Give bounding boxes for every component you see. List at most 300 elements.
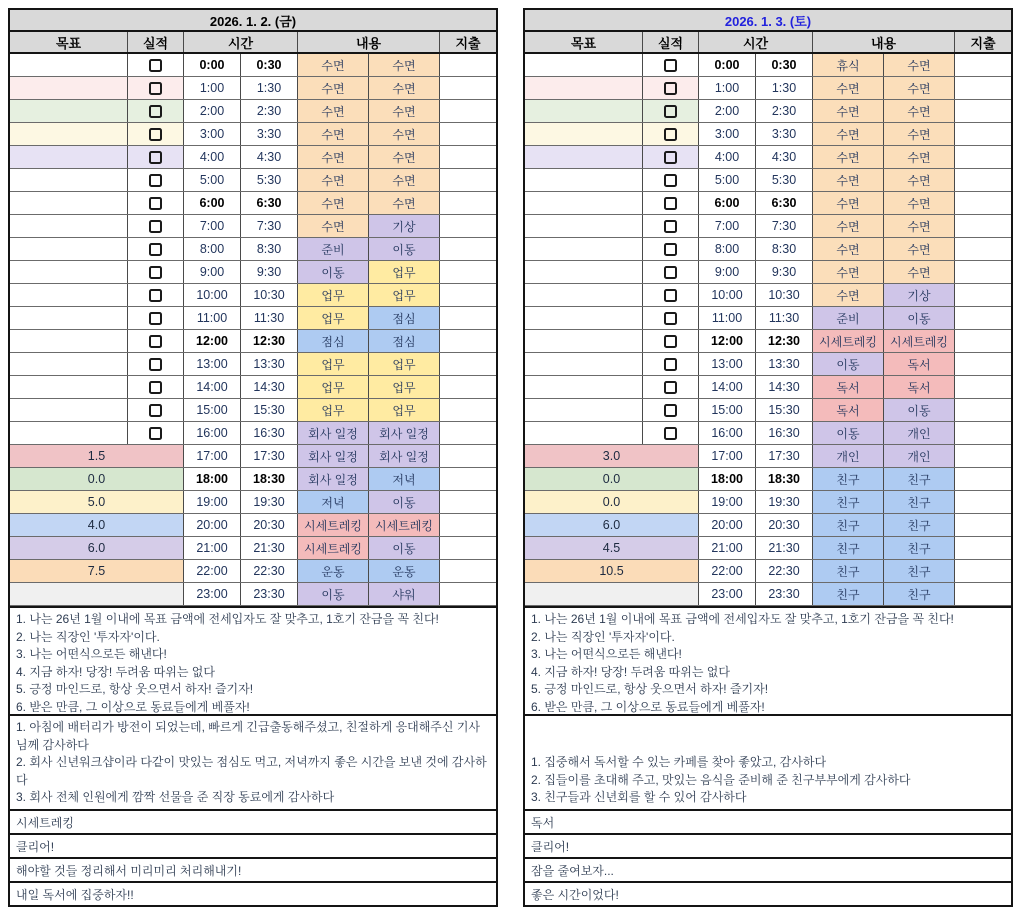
content-cell-second-half[interactable]: 업무 <box>369 261 440 283</box>
time-start-cell[interactable]: 16:00 <box>699 422 756 444</box>
expense-cell[interactable] <box>440 169 496 191</box>
time-start-cell[interactable]: 19:00 <box>699 491 756 513</box>
expense-cell[interactable] <box>955 330 1011 352</box>
goal-cell[interactable] <box>525 330 643 352</box>
time-start-cell[interactable]: 13:00 <box>184 353 241 375</box>
content-cell-first-half[interactable]: 수면 <box>813 169 884 191</box>
actual-cell[interactable] <box>128 261 184 283</box>
content-cell-first-half[interactable]: 수면 <box>298 215 369 237</box>
content-cell-first-half[interactable]: 독서 <box>813 399 884 421</box>
expense-cell[interactable] <box>440 330 496 352</box>
time-end-cell[interactable]: 7:30 <box>241 215 298 237</box>
time-end-cell[interactable]: 18:30 <box>241 468 298 490</box>
content-cell-second-half[interactable]: 샤워 <box>369 583 440 605</box>
time-end-cell[interactable]: 6:30 <box>756 192 813 214</box>
content-cell-first-half[interactable]: 업무 <box>298 353 369 375</box>
actual-cell[interactable] <box>128 376 184 398</box>
time-start-cell[interactable]: 22:00 <box>184 560 241 582</box>
content-cell-second-half[interactable]: 이동 <box>884 399 955 421</box>
actual-cell[interactable] <box>643 238 699 260</box>
checkbox[interactable] <box>664 289 677 302</box>
goal-cell[interactable] <box>525 100 643 122</box>
summary-row-reflection[interactable]: 잠을 줄여보자... <box>525 857 1011 881</box>
checkbox[interactable] <box>149 128 162 141</box>
goal-cell[interactable]: 0.0 <box>525 491 699 513</box>
time-start-cell[interactable]: 5:00 <box>184 169 241 191</box>
goal-cell[interactable] <box>10 146 128 168</box>
content-cell-second-half[interactable]: 이동 <box>369 238 440 260</box>
time-end-cell[interactable]: 21:30 <box>241 537 298 559</box>
time-start-cell[interactable]: 1:00 <box>699 77 756 99</box>
expense-cell[interactable] <box>440 215 496 237</box>
time-start-cell[interactable]: 22:00 <box>699 560 756 582</box>
content-cell-second-half[interactable]: 수면 <box>884 215 955 237</box>
goal-cell[interactable] <box>10 54 128 76</box>
checkbox[interactable] <box>664 128 677 141</box>
actual-cell[interactable] <box>128 77 184 99</box>
goal-cell[interactable] <box>10 353 128 375</box>
expense-cell[interactable] <box>955 422 1011 444</box>
time-end-cell[interactable]: 18:30 <box>756 468 813 490</box>
time-start-cell[interactable]: 12:00 <box>699 330 756 352</box>
checkbox[interactable] <box>664 427 677 440</box>
time-start-cell[interactable]: 18:00 <box>699 468 756 490</box>
actual-cell[interactable] <box>643 330 699 352</box>
expense-cell[interactable] <box>955 376 1011 398</box>
actual-cell[interactable] <box>128 422 184 444</box>
actual-cell[interactable] <box>128 123 184 145</box>
expense-cell[interactable] <box>440 445 496 467</box>
content-cell-first-half[interactable]: 친구 <box>813 491 884 513</box>
goal-cell[interactable]: 0.0 <box>525 468 699 490</box>
content-cell-second-half[interactable]: 기상 <box>369 215 440 237</box>
goal-cell[interactable]: 4.0 <box>10 514 184 536</box>
time-start-cell[interactable]: 8:00 <box>184 238 241 260</box>
content-cell-second-half[interactable]: 수면 <box>884 146 955 168</box>
expense-cell[interactable] <box>955 261 1011 283</box>
affirmations-note[interactable] <box>525 606 1011 714</box>
checkbox[interactable] <box>664 59 677 72</box>
summary-row-keyword[interactable]: 시세트레킹 <box>10 809 496 833</box>
checkbox[interactable] <box>149 174 162 187</box>
expense-cell[interactable] <box>955 399 1011 421</box>
time-end-cell[interactable]: 22:30 <box>756 560 813 582</box>
content-cell-second-half[interactable]: 개인 <box>884 422 955 444</box>
goal-cell[interactable] <box>525 399 643 421</box>
content-cell-second-half[interactable]: 수면 <box>369 169 440 191</box>
time-end-cell[interactable]: 5:30 <box>756 169 813 191</box>
content-cell-second-half[interactable]: 시세트레킹 <box>369 514 440 536</box>
checkbox[interactable] <box>664 335 677 348</box>
time-start-cell[interactable]: 15:00 <box>184 399 241 421</box>
actual-cell[interactable] <box>643 399 699 421</box>
time-start-cell[interactable]: 11:00 <box>184 307 241 329</box>
content-cell-second-half[interactable]: 친구 <box>884 560 955 582</box>
content-cell-first-half[interactable]: 독서 <box>813 376 884 398</box>
time-end-cell[interactable]: 20:30 <box>241 514 298 536</box>
expense-cell[interactable] <box>955 353 1011 375</box>
time-start-cell[interactable]: 3:00 <box>699 123 756 145</box>
time-end-cell[interactable]: 11:30 <box>241 307 298 329</box>
expense-cell[interactable] <box>440 560 496 582</box>
time-start-cell[interactable]: 18:00 <box>184 468 241 490</box>
content-cell-first-half[interactable]: 수면 <box>298 77 369 99</box>
content-cell-second-half[interactable]: 독서 <box>884 353 955 375</box>
content-cell-first-half[interactable]: 이동 <box>298 261 369 283</box>
goal-cell[interactable]: 5.0 <box>10 491 184 513</box>
time-end-cell[interactable]: 16:30 <box>241 422 298 444</box>
time-start-cell[interactable]: 4:00 <box>184 146 241 168</box>
checkbox[interactable] <box>149 59 162 72</box>
content-cell-second-half[interactable]: 저녁 <box>369 468 440 490</box>
time-start-cell[interactable]: 21:00 <box>184 537 241 559</box>
time-start-cell[interactable]: 16:00 <box>184 422 241 444</box>
checkbox[interactable] <box>149 312 162 325</box>
time-start-cell[interactable]: 2:00 <box>699 100 756 122</box>
content-cell-first-half[interactable]: 시세트레킹 <box>298 514 369 536</box>
time-end-cell[interactable]: 11:30 <box>756 307 813 329</box>
checkbox[interactable] <box>149 289 162 302</box>
time-end-cell[interactable]: 9:30 <box>756 261 813 283</box>
time-start-cell[interactable]: 2:00 <box>184 100 241 122</box>
checkbox[interactable] <box>149 266 162 279</box>
time-start-cell[interactable]: 4:00 <box>699 146 756 168</box>
time-start-cell[interactable]: 0:00 <box>184 54 241 76</box>
time-start-cell[interactable]: 19:00 <box>184 491 241 513</box>
checkbox[interactable] <box>664 243 677 256</box>
expense-cell[interactable] <box>955 284 1011 306</box>
time-start-cell[interactable]: 17:00 <box>184 445 241 467</box>
goal-cell[interactable] <box>525 422 643 444</box>
time-end-cell[interactable]: 12:30 <box>756 330 813 352</box>
content-cell-first-half[interactable]: 점심 <box>298 330 369 352</box>
content-cell-first-half[interactable]: 수면 <box>813 261 884 283</box>
content-cell-first-half[interactable]: 준비 <box>813 307 884 329</box>
time-start-cell[interactable]: 6:00 <box>699 192 756 214</box>
time-end-cell[interactable]: 17:30 <box>241 445 298 467</box>
time-start-cell[interactable]: 14:00 <box>184 376 241 398</box>
time-end-cell[interactable]: 8:30 <box>241 238 298 260</box>
time-end-cell[interactable]: 20:30 <box>756 514 813 536</box>
goal-cell[interactable] <box>10 330 128 352</box>
goal-cell[interactable] <box>10 399 128 421</box>
checkbox[interactable] <box>664 151 677 164</box>
actual-cell[interactable] <box>643 54 699 76</box>
expense-cell[interactable] <box>440 238 496 260</box>
content-cell-second-half[interactable]: 회사 일정 <box>369 445 440 467</box>
content-cell-second-half[interactable]: 친구 <box>884 514 955 536</box>
checkbox[interactable] <box>149 358 162 371</box>
actual-cell[interactable] <box>643 100 699 122</box>
actual-cell[interactable] <box>128 54 184 76</box>
time-end-cell[interactable]: 15:30 <box>756 399 813 421</box>
content-cell-first-half[interactable]: 수면 <box>298 100 369 122</box>
expense-cell[interactable] <box>440 376 496 398</box>
content-cell-second-half[interactable]: 업무 <box>369 353 440 375</box>
actual-cell[interactable] <box>128 353 184 375</box>
content-cell-second-half[interactable]: 수면 <box>369 54 440 76</box>
time-end-cell[interactable]: 23:30 <box>241 583 298 605</box>
time-end-cell[interactable]: 6:30 <box>241 192 298 214</box>
content-cell-second-half[interactable]: 친구 <box>884 537 955 559</box>
expense-cell[interactable] <box>440 353 496 375</box>
summary-row-reflection[interactable]: 해야할 것들 정리해서 미리미리 처리해내기! <box>10 857 496 881</box>
content-cell-first-half[interactable]: 친구 <box>813 583 884 605</box>
time-start-cell[interactable]: 1:00 <box>184 77 241 99</box>
goal-cell[interactable] <box>10 261 128 283</box>
content-cell-first-half[interactable]: 이동 <box>813 353 884 375</box>
goal-cell[interactable]: 6.0 <box>525 514 699 536</box>
goal-cell[interactable] <box>525 77 643 99</box>
goal-cell[interactable] <box>525 123 643 145</box>
summary-row-result[interactable]: 클리어! <box>525 833 1011 857</box>
actual-cell[interactable] <box>643 376 699 398</box>
actual-cell[interactable] <box>643 307 699 329</box>
goal-cell[interactable] <box>525 192 643 214</box>
content-cell-first-half[interactable]: 수면 <box>813 215 884 237</box>
checkbox[interactable] <box>664 404 677 417</box>
time-end-cell[interactable]: 17:30 <box>756 445 813 467</box>
goal-cell[interactable] <box>10 192 128 214</box>
time-start-cell[interactable]: 21:00 <box>699 537 756 559</box>
actual-cell[interactable] <box>128 100 184 122</box>
time-end-cell[interactable]: 4:30 <box>756 146 813 168</box>
content-cell-first-half[interactable]: 이동 <box>813 422 884 444</box>
expense-cell[interactable] <box>440 284 496 306</box>
time-end-cell[interactable]: 19:30 <box>756 491 813 513</box>
content-cell-second-half[interactable]: 친구 <box>884 491 955 513</box>
actual-cell[interactable] <box>128 399 184 421</box>
goal-cell[interactable] <box>10 215 128 237</box>
checkbox[interactable] <box>149 151 162 164</box>
content-cell-second-half[interactable]: 수면 <box>884 192 955 214</box>
goal-cell[interactable] <box>10 238 128 260</box>
content-cell-second-half[interactable]: 운동 <box>369 560 440 582</box>
content-cell-second-half[interactable]: 수면 <box>884 169 955 191</box>
time-end-cell[interactable]: 7:30 <box>756 215 813 237</box>
content-cell-first-half[interactable]: 시세트레킹 <box>298 537 369 559</box>
time-end-cell[interactable]: 13:30 <box>756 353 813 375</box>
time-start-cell[interactable]: 9:00 <box>699 261 756 283</box>
time-end-cell[interactable]: 12:30 <box>241 330 298 352</box>
goal-cell[interactable]: 7.5 <box>10 560 184 582</box>
actual-cell[interactable] <box>643 77 699 99</box>
actual-cell[interactable] <box>643 353 699 375</box>
content-cell-first-half[interactable]: 준비 <box>298 238 369 260</box>
expense-cell[interactable] <box>440 54 496 76</box>
content-cell-first-half[interactable]: 친구 <box>813 514 884 536</box>
time-end-cell[interactable]: 1:30 <box>241 77 298 99</box>
actual-cell[interactable] <box>643 215 699 237</box>
actual-cell[interactable] <box>128 307 184 329</box>
time-end-cell[interactable]: 10:30 <box>241 284 298 306</box>
goal-cell[interactable] <box>10 100 128 122</box>
actual-cell[interactable] <box>643 146 699 168</box>
actual-cell[interactable] <box>128 215 184 237</box>
time-start-cell[interactable]: 9:00 <box>184 261 241 283</box>
checkbox[interactable] <box>664 266 677 279</box>
time-end-cell[interactable]: 15:30 <box>241 399 298 421</box>
content-cell-second-half[interactable]: 개인 <box>884 445 955 467</box>
content-cell-first-half[interactable]: 수면 <box>813 284 884 306</box>
expense-cell[interactable] <box>440 307 496 329</box>
expense-cell[interactable] <box>440 399 496 421</box>
time-start-cell[interactable]: 3:00 <box>184 123 241 145</box>
content-cell-first-half[interactable]: 수면 <box>298 192 369 214</box>
goal-cell[interactable] <box>525 215 643 237</box>
goal-cell[interactable]: 10.5 <box>525 560 699 582</box>
goal-cell[interactable] <box>525 353 643 375</box>
content-cell-second-half[interactable]: 수면 <box>884 54 955 76</box>
goal-cell[interactable] <box>525 238 643 260</box>
checkbox[interactable] <box>149 427 162 440</box>
content-cell-second-half[interactable]: 이동 <box>884 307 955 329</box>
expense-cell[interactable] <box>440 192 496 214</box>
content-cell-second-half[interactable]: 점심 <box>369 307 440 329</box>
actual-cell[interactable] <box>643 422 699 444</box>
goal-cell[interactable] <box>525 54 643 76</box>
content-cell-first-half[interactable]: 운동 <box>298 560 369 582</box>
content-cell-first-half[interactable]: 업무 <box>298 399 369 421</box>
gratitude-note[interactable] <box>525 714 1011 809</box>
expense-cell[interactable] <box>955 560 1011 582</box>
content-cell-first-half[interactable]: 휴식 <box>813 54 884 76</box>
content-cell-first-half[interactable]: 개인 <box>813 445 884 467</box>
goal-cell[interactable] <box>525 583 699 605</box>
expense-cell[interactable] <box>440 468 496 490</box>
content-cell-second-half[interactable]: 수면 <box>884 77 955 99</box>
content-cell-first-half[interactable]: 업무 <box>298 376 369 398</box>
content-cell-first-half[interactable]: 수면 <box>813 123 884 145</box>
content-cell-second-half[interactable]: 점심 <box>369 330 440 352</box>
expense-cell[interactable] <box>955 169 1011 191</box>
goal-cell[interactable] <box>525 376 643 398</box>
content-cell-second-half[interactable]: 친구 <box>884 468 955 490</box>
expense-cell[interactable] <box>955 514 1011 536</box>
content-cell-first-half[interactable]: 이동 <box>298 583 369 605</box>
content-cell-second-half[interactable]: 수면 <box>884 238 955 260</box>
time-start-cell[interactable]: 13:00 <box>699 353 756 375</box>
time-start-cell[interactable]: 5:00 <box>699 169 756 191</box>
expense-cell[interactable] <box>440 261 496 283</box>
actual-cell[interactable] <box>643 284 699 306</box>
actual-cell[interactable] <box>128 146 184 168</box>
content-cell-first-half[interactable]: 수면 <box>298 123 369 145</box>
content-cell-second-half[interactable]: 수면 <box>369 146 440 168</box>
expense-cell[interactable] <box>440 583 496 605</box>
checkbox[interactable] <box>149 82 162 95</box>
expense-cell[interactable] <box>955 123 1011 145</box>
time-start-cell[interactable]: 17:00 <box>699 445 756 467</box>
time-end-cell[interactable]: 3:30 <box>241 123 298 145</box>
time-start-cell[interactable]: 23:00 <box>184 583 241 605</box>
time-end-cell[interactable]: 22:30 <box>241 560 298 582</box>
checkbox[interactable] <box>149 243 162 256</box>
expense-cell[interactable] <box>440 537 496 559</box>
time-start-cell[interactable]: 12:00 <box>184 330 241 352</box>
time-end-cell[interactable]: 2:30 <box>241 100 298 122</box>
content-cell-second-half[interactable]: 친구 <box>884 583 955 605</box>
expense-cell[interactable] <box>955 192 1011 214</box>
goal-cell[interactable] <box>10 376 128 398</box>
time-start-cell[interactable]: 20:00 <box>184 514 241 536</box>
goal-cell[interactable]: 0.0 <box>10 468 184 490</box>
content-cell-second-half[interactable]: 수면 <box>369 123 440 145</box>
expense-cell[interactable] <box>955 215 1011 237</box>
checkbox[interactable] <box>149 335 162 348</box>
time-end-cell[interactable]: 4:30 <box>241 146 298 168</box>
goal-cell[interactable] <box>10 307 128 329</box>
content-cell-second-half[interactable]: 업무 <box>369 284 440 306</box>
content-cell-first-half[interactable]: 수면 <box>298 146 369 168</box>
time-start-cell[interactable]: 10:00 <box>699 284 756 306</box>
content-cell-first-half[interactable]: 친구 <box>813 468 884 490</box>
goal-cell[interactable] <box>525 261 643 283</box>
goal-cell[interactable] <box>10 583 184 605</box>
time-start-cell[interactable]: 23:00 <box>699 583 756 605</box>
summary-row-tomorrow[interactable]: 좋은 시간이었다! <box>525 881 1011 905</box>
checkbox[interactable] <box>664 381 677 394</box>
actual-cell[interactable] <box>128 238 184 260</box>
goal-cell[interactable] <box>10 422 128 444</box>
time-end-cell[interactable]: 8:30 <box>756 238 813 260</box>
goal-cell[interactable] <box>10 77 128 99</box>
time-end-cell[interactable]: 0:30 <box>241 54 298 76</box>
content-cell-first-half[interactable]: 업무 <box>298 284 369 306</box>
content-cell-second-half[interactable]: 수면 <box>369 77 440 99</box>
goal-cell[interactable]: 3.0 <box>525 445 699 467</box>
content-cell-first-half[interactable]: 수면 <box>813 146 884 168</box>
goal-cell[interactable] <box>525 146 643 168</box>
goal-cell[interactable]: 4.5 <box>525 537 699 559</box>
content-cell-second-half[interactable]: 이동 <box>369 491 440 513</box>
expense-cell[interactable] <box>955 537 1011 559</box>
expense-cell[interactable] <box>440 146 496 168</box>
checkbox[interactable] <box>149 197 162 210</box>
goal-cell[interactable] <box>525 169 643 191</box>
time-end-cell[interactable]: 19:30 <box>241 491 298 513</box>
time-end-cell[interactable]: 2:30 <box>756 100 813 122</box>
checkbox[interactable] <box>664 105 677 118</box>
time-start-cell[interactable]: 14:00 <box>699 376 756 398</box>
expense-cell[interactable] <box>955 491 1011 513</box>
expense-cell[interactable] <box>440 100 496 122</box>
content-cell-second-half[interactable]: 업무 <box>369 376 440 398</box>
expense-cell[interactable] <box>955 468 1011 490</box>
actual-cell[interactable] <box>128 169 184 191</box>
content-cell-first-half[interactable]: 수면 <box>813 77 884 99</box>
time-start-cell[interactable]: 15:00 <box>699 399 756 421</box>
content-cell-second-half[interactable]: 시세트레킹 <box>884 330 955 352</box>
gratitude-note[interactable] <box>10 714 496 809</box>
content-cell-first-half[interactable]: 저녁 <box>298 491 369 513</box>
content-cell-second-half[interactable]: 수면 <box>884 123 955 145</box>
content-cell-second-half[interactable]: 업무 <box>369 399 440 421</box>
goal-cell[interactable]: 1.5 <box>10 445 184 467</box>
checkbox[interactable] <box>664 312 677 325</box>
time-end-cell[interactable]: 13:30 <box>241 353 298 375</box>
checkbox[interactable] <box>664 82 677 95</box>
checkbox[interactable] <box>149 105 162 118</box>
expense-cell[interactable] <box>440 422 496 444</box>
content-cell-second-half[interactable]: 기상 <box>884 284 955 306</box>
goal-cell[interactable] <box>10 123 128 145</box>
content-cell-first-half[interactable]: 업무 <box>298 307 369 329</box>
content-cell-first-half[interactable]: 친구 <box>813 560 884 582</box>
content-cell-first-half[interactable]: 친구 <box>813 537 884 559</box>
expense-cell[interactable] <box>955 445 1011 467</box>
actual-cell[interactable] <box>643 123 699 145</box>
